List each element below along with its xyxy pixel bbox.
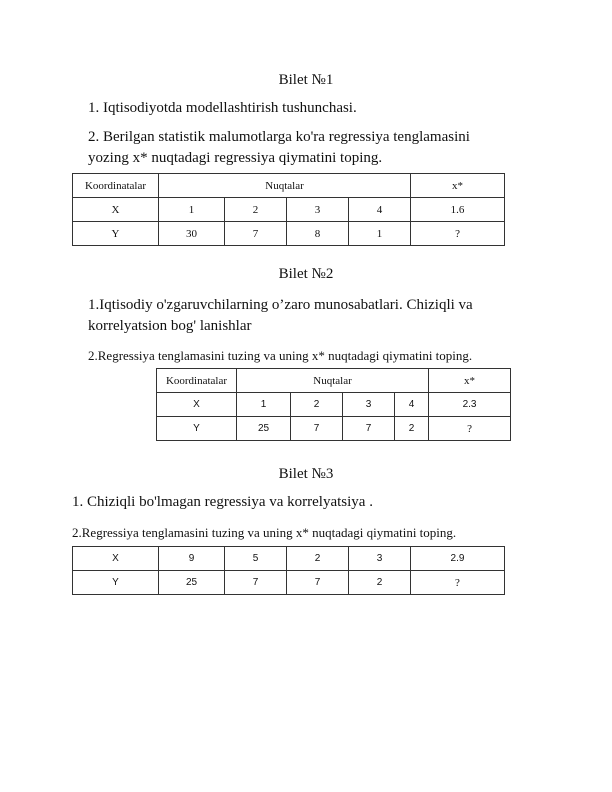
header-nuqtalar: Nuqtalar bbox=[237, 369, 429, 393]
table-cell: 7 bbox=[343, 417, 395, 441]
table-cell: 1.6 bbox=[411, 198, 505, 222]
table-row bbox=[157, 417, 511, 441]
table-cell: 2 bbox=[225, 198, 287, 222]
table-cell: ? bbox=[411, 571, 505, 595]
header-nuqtalar: Nuqtalar bbox=[159, 174, 411, 198]
ticket-3-question-2: 2.Regressiya tenglamasini tuzing va uning x* nuqtadagi qiymatini toping. bbox=[72, 525, 457, 540]
table-cell: 25 bbox=[237, 417, 291, 441]
header-x-star: x* bbox=[429, 369, 511, 393]
table-cell: 30 bbox=[159, 222, 225, 246]
table-cell: 25 bbox=[159, 571, 225, 595]
header-koordinatalar: Koordinatalar bbox=[157, 369, 237, 393]
table-cell: 2.3 bbox=[429, 393, 511, 417]
table-cell: 1 bbox=[237, 393, 291, 417]
table-cell: ? bbox=[429, 417, 511, 441]
ticket-1-question-2-line-1: 2. Berilgan statistik malumotlarga ko'ra regressiya tenglamasini bbox=[88, 129, 470, 145]
table-cell: 1 bbox=[159, 198, 225, 222]
table-cell: 7 bbox=[225, 571, 287, 595]
table-cell: Y bbox=[73, 222, 159, 246]
table-cell: 8 bbox=[287, 222, 349, 246]
table-cell: 2 bbox=[395, 417, 429, 441]
table-cell: X bbox=[73, 547, 159, 571]
table-cell: 4 bbox=[395, 393, 429, 417]
table-row bbox=[73, 222, 505, 246]
ticket-2-question-2: 2.Regressiya tenglamasini tuzing va uning x* nuqtadagi qiymatini toping. bbox=[88, 348, 473, 363]
ticket-3-title: Bilet №3 bbox=[278, 466, 334, 482]
table-cell: 2 bbox=[349, 571, 411, 595]
table-cell: 3 bbox=[343, 393, 395, 417]
table-cell: X bbox=[73, 198, 159, 222]
ticket-1-question-2-line-2: yozing x* nuqtadagi regressiya qiymatini toping. bbox=[88, 150, 383, 166]
header-x-star: x* bbox=[411, 174, 505, 198]
table-header-row bbox=[73, 174, 505, 198]
table-cell: 3 bbox=[287, 198, 349, 222]
header-koordinatalar: Koordinatalar bbox=[73, 174, 159, 198]
ticket-1-table bbox=[72, 173, 505, 246]
table-cell: Y bbox=[157, 417, 237, 441]
table-cell: 2 bbox=[291, 393, 343, 417]
ticket-1-title: Bilet №1 bbox=[278, 72, 334, 88]
table-cell: ? bbox=[411, 222, 505, 246]
table-cell: 1 bbox=[349, 222, 411, 246]
table-cell: 5 bbox=[225, 547, 287, 571]
ticket-2-question-1-line-2: korrelyatsion bog' lanishlar bbox=[88, 318, 252, 334]
table-row bbox=[73, 198, 505, 222]
ticket-3-table bbox=[72, 546, 505, 595]
table-cell: 7 bbox=[291, 417, 343, 441]
table-cell: 9 bbox=[159, 547, 225, 571]
table-cell: X bbox=[157, 393, 237, 417]
table-header-row bbox=[157, 369, 511, 393]
table-row bbox=[157, 393, 511, 417]
table-row bbox=[73, 547, 505, 571]
ticket-2-title: Bilet №2 bbox=[278, 266, 334, 282]
ticket-1-question-1: 1. Iqtisodiyotda modellashtirish tushunchasi. bbox=[88, 100, 357, 116]
ticket-2-table bbox=[156, 368, 511, 441]
table-cell: Y bbox=[73, 571, 159, 595]
table-cell: 7 bbox=[287, 571, 349, 595]
table-cell: 7 bbox=[225, 222, 287, 246]
table-cell: 2 bbox=[287, 547, 349, 571]
ticket-3-question-1: 1. Chiziqli bo'lmagan regressiya va korrelyatsiya . bbox=[72, 494, 373, 510]
table-row bbox=[73, 571, 505, 595]
table-cell: 4 bbox=[349, 198, 411, 222]
table-cell: 2.9 bbox=[411, 547, 505, 571]
ticket-2-question-1-line-1: 1.Iqtisodiy o'zgaruvchilarning o’zaro munosabatlari. Chiziqli va bbox=[88, 297, 473, 313]
table-cell: 3 bbox=[349, 547, 411, 571]
